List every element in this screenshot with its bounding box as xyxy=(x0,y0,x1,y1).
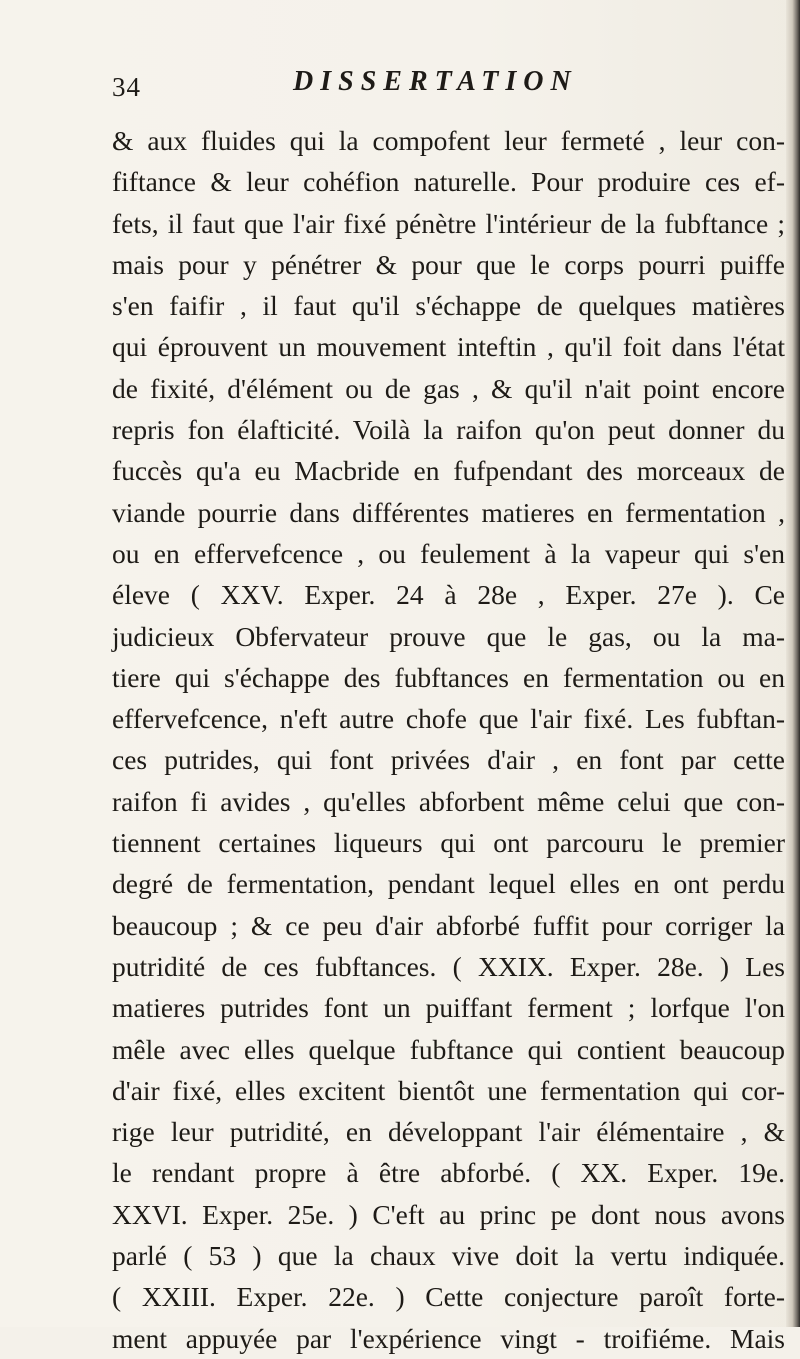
text-line: viande pourrie dans différentes matieres en fermentation , xyxy=(112,496,785,528)
text-line: ( XXIII. Exper. 22e. ) Cette conjecture paroît forte- xyxy=(112,1281,785,1313)
book-spine-shadow xyxy=(786,0,800,1327)
text-line: effervefcence, n'eft autre chofe que l'air fixé. Les fubftan- xyxy=(112,703,785,735)
text-line: & aux fluides qui la compofent leur fermeté , leur con- xyxy=(112,125,785,156)
text-line: mais pour y pénétrer & pour que le corps pourri puiffe xyxy=(112,248,785,280)
text-line: s'en faifir , il faut qu'il s'échappe de quelques matières xyxy=(112,290,785,322)
text-line: judicieux Obfervateur prouve que le gas, ou la ma- xyxy=(112,620,785,652)
text-line: repris fon élafticité. Voilà la raifon qu'on peut donner du xyxy=(112,414,785,446)
text-line: éleve ( XXV. Exper. 24 à 28e , Exper. 27e ). Ce xyxy=(112,579,785,611)
text-line: fuccès qu'a eu Macbride en fufpendant des morceaux de xyxy=(112,455,785,487)
text-line: rige leur putridité, en développant l'air élémentaire , & xyxy=(112,1116,785,1148)
text-line: degré de fermentation, pendant lequel elles en ont perdu xyxy=(112,868,785,900)
text-line: tiennent certaines liqueurs qui ont parcouru le premier xyxy=(112,827,785,859)
text-line: fiftance & leur cohéfion naturelle. Pour produire ces ef- xyxy=(112,166,785,198)
text-line: le rendant propre à être abforbé. ( XX. Exper. 19e. xyxy=(112,1157,785,1189)
text-line: de fixité, d'élément ou de gas , & qu'il n'ait point encore xyxy=(112,372,785,404)
text-line: ou en effervefcence , ou feulement à la vapeur qui s'en xyxy=(112,537,785,569)
text-line: fets, il faut que l'air fixé pénètre l'intérieur de la fubftance ; xyxy=(112,207,785,239)
text-line: d'air fixé, elles excitent bientôt une fermentation qui cor- xyxy=(112,1074,785,1106)
text-line: matieres putrides font un puiffant ferment ; lorfque l'on xyxy=(112,992,785,1024)
text-line: ces putrides, qui font privées d'air , en font par cette xyxy=(112,744,785,776)
page-number: 34 xyxy=(112,72,141,102)
text-line: qui éprouvent un mouvement inteftin , qu'il foit dans l'état xyxy=(112,331,785,363)
text-line: raifon fi avides , qu'elles abforbent même celui que con- xyxy=(112,785,785,817)
text-line: tiere qui s'échappe des fubftances en fermentation ou en xyxy=(112,661,785,693)
text-line: putridité de ces fubftances. ( XXIX. Exper. 28e. ) Les xyxy=(112,950,785,982)
running-title: DISSERTATION xyxy=(293,66,578,97)
text-line: parlé ( 53 ) que la chaux vive doit la vertu indiquée. xyxy=(112,1240,785,1272)
text-line: ment appuyée par l'expérience vingt - troifiéme. Mais xyxy=(112,1322,785,1354)
page-header xyxy=(112,66,712,106)
text-line: XXVI. Exper. 25e. ) C'eft au princ pe dont nous avons xyxy=(112,1198,785,1230)
text-line: beaucoup ; & ce peu d'air abforbé fuffit pour corriger la xyxy=(112,909,785,941)
text-line: mêle avec elles quelque fubftance qui contient beaucoup xyxy=(112,1033,785,1065)
body-paragraph xyxy=(112,120,785,1359)
